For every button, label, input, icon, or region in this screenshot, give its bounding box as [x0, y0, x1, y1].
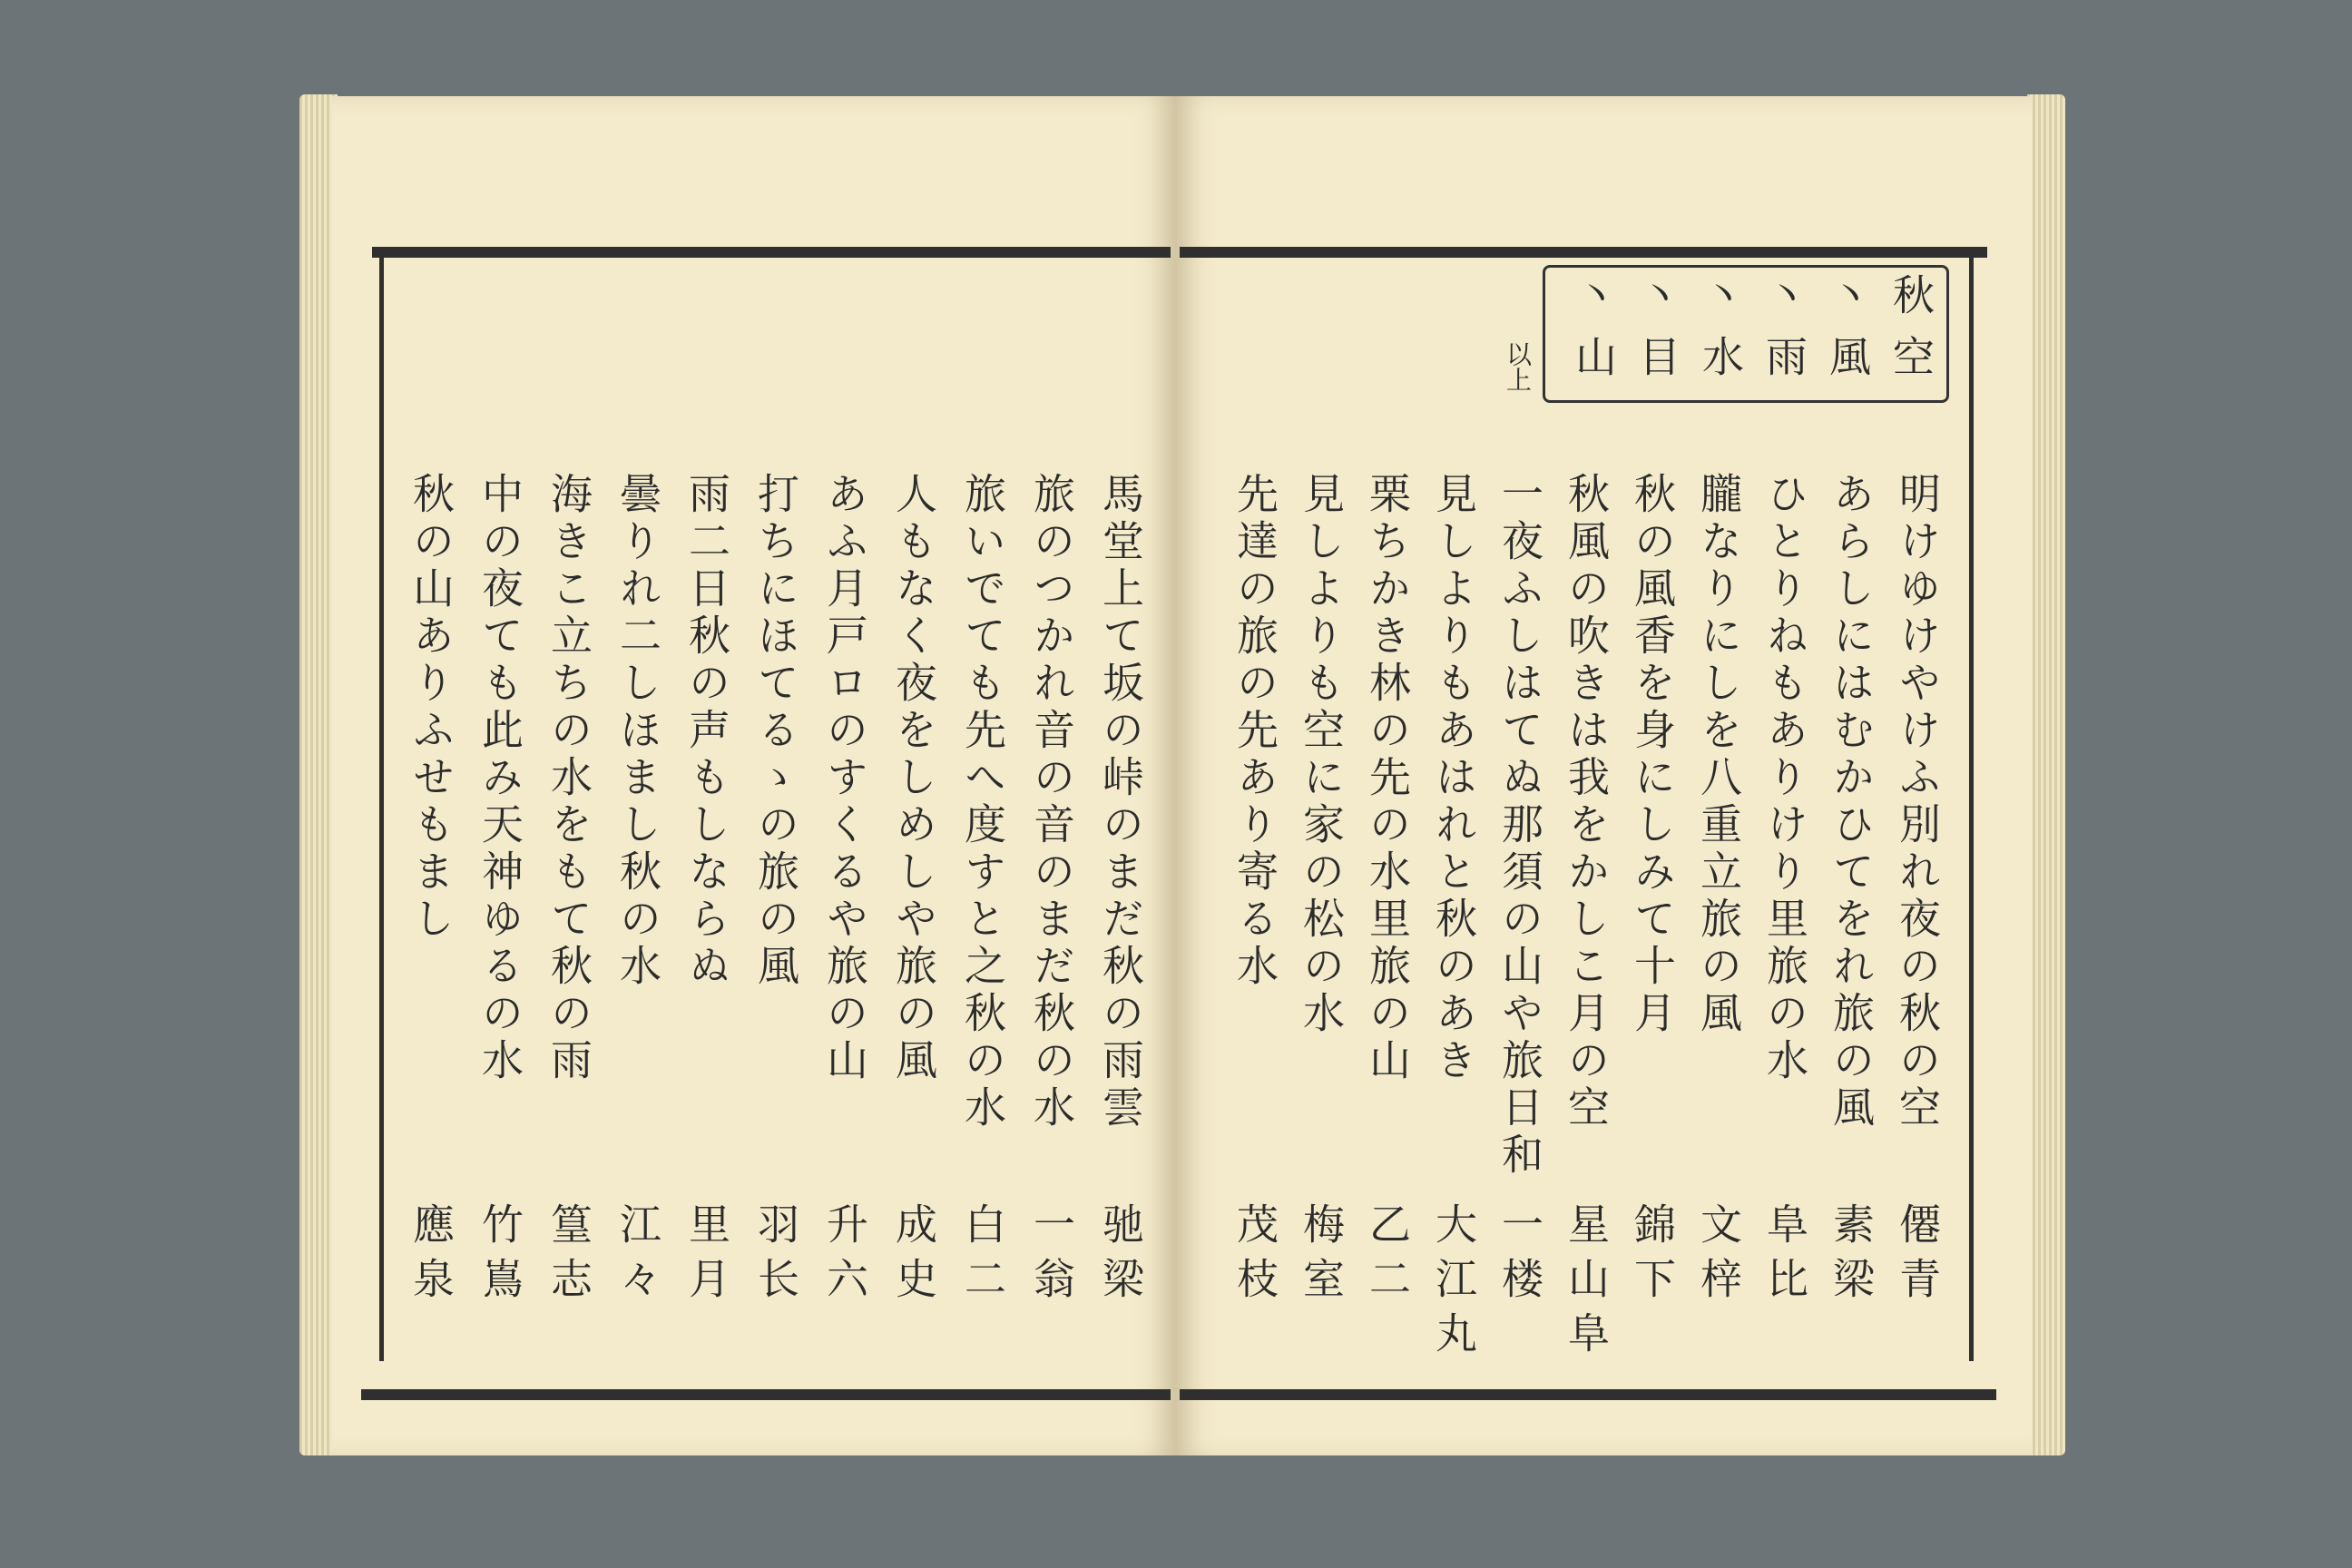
- poem-author: 星山阜: [1562, 1202, 1611, 1366]
- title-box-column: 秋空: [1886, 273, 1936, 397]
- poem-author: 梅室: [1297, 1202, 1346, 1311]
- poem-text: 馬堂上て坂の峠のまだ秋の雨雲: [1096, 472, 1145, 1132]
- poem-author: 阜比: [1760, 1202, 1809, 1311]
- top-rule-right: [1180, 247, 1987, 258]
- poem-text: 秋の風香を身にしみて十月: [1628, 472, 1677, 1038]
- poem-text: 中の夜ても此み天神ゆるの水: [475, 472, 524, 1085]
- poem-author: 素梁: [1827, 1202, 1876, 1311]
- poem-text: 雨二日秋の声もしならぬ: [682, 472, 731, 991]
- poem-author: 白二: [958, 1202, 1007, 1311]
- title-box-column: 丶雨: [1759, 273, 1808, 397]
- poem-author: 成史: [889, 1202, 938, 1311]
- poem-author: 文梓: [1694, 1202, 1743, 1311]
- right-page-edges: [2027, 94, 2065, 1455]
- poem-text: ひとりねもありけり里旅の水: [1760, 472, 1809, 1085]
- poem-text: 見しよりも空に家の松の水: [1297, 472, 1346, 1038]
- poem-author: 茂枝: [1230, 1202, 1279, 1311]
- poem-author: 錦下: [1628, 1202, 1677, 1311]
- title-box-column: 丶目: [1632, 273, 1681, 397]
- poem-author: 一楼: [1495, 1202, 1544, 1311]
- title-box-column: 丶山: [1569, 273, 1618, 397]
- poem-text: 海きこ立ちの水をもて秋の雨: [544, 472, 593, 1085]
- poem-text: 人もなく夜をしめしや旅の風: [889, 472, 938, 1085]
- poem-author: 升六: [820, 1202, 869, 1311]
- top-rule-left: [372, 247, 1171, 258]
- title-box: [1543, 265, 1949, 403]
- poem-text: 朧なりにしを八重立旅の風: [1694, 472, 1743, 1038]
- poem-text: 栗ちかき林の先の水里旅の山: [1363, 472, 1412, 1085]
- poem-author: 乙二: [1363, 1202, 1412, 1311]
- poem-text: 旅いでても先へ度すと之秋の水: [958, 472, 1007, 1132]
- poem-text: 旅のつかれ音の音のまだ秋の水: [1027, 472, 1076, 1132]
- poem-author: 驰梁: [1096, 1202, 1145, 1311]
- poem-text: 見しよりもあはれと秋のあき: [1429, 472, 1478, 1085]
- title-box-column: 丶水: [1696, 273, 1745, 397]
- poem-author: 羽长: [751, 1202, 800, 1311]
- poem-text: 明けゆけやけふ別れ夜の秋の空: [1893, 472, 1942, 1132]
- poem-author: 一翁: [1027, 1202, 1076, 1311]
- bottom-rule-left: [361, 1389, 1171, 1400]
- left-border-line: [379, 258, 384, 1361]
- bottom-rule-right: [1180, 1389, 1996, 1400]
- poem-text: あらしにはむかひてをれ旅の風: [1827, 472, 1876, 1132]
- poem-author: 應泉: [407, 1202, 456, 1311]
- poem-author: 竹嶌: [475, 1202, 524, 1311]
- poem-text: あふ月戸ロのすくるや旅の山: [820, 472, 869, 1085]
- poem-author: 僊青: [1893, 1202, 1942, 1311]
- poem-author: 里月: [682, 1202, 731, 1311]
- side-label: 以上: [1503, 341, 1533, 392]
- poem-text: 先達の旅の先あり寄る水: [1230, 472, 1279, 991]
- right-border-line: [1969, 258, 1974, 1361]
- poem-text: 打ちにほてるゝの旅の風: [751, 472, 800, 991]
- poem-author: 篁志: [544, 1202, 593, 1311]
- poem-text: 秋風の吹きは我をかしこ月の空: [1562, 472, 1611, 1132]
- poem-author: 江々: [613, 1202, 662, 1311]
- poem-author: 大江丸: [1429, 1202, 1478, 1366]
- poem-text: 一夜ふしはてぬ那須の山や旅日和: [1495, 472, 1544, 1180]
- poem-text: 曇りれ二しほまし秋の水: [613, 472, 662, 991]
- poem-text: 秋の山ありふせもまし: [407, 472, 456, 944]
- title-box-column: 丶風: [1823, 273, 1872, 397]
